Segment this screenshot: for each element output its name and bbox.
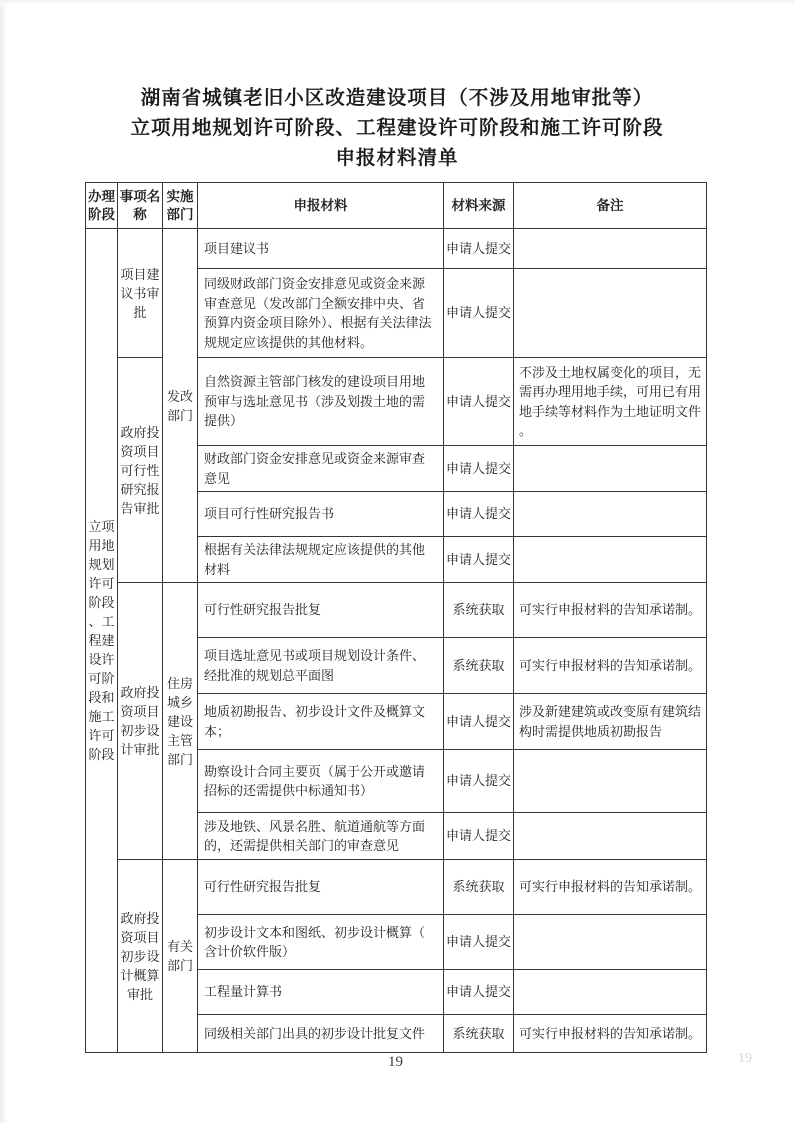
item-cell: 政府投资项目初步设计概算审批: [118, 860, 163, 1053]
materials-table: [85, 182, 707, 1053]
header-row: [86, 183, 707, 229]
material-cell: 可行性研究报告批复: [198, 583, 444, 638]
table-row: [86, 229, 707, 269]
page-number-faint: 19: [738, 1051, 752, 1066]
note-cell: 涉及新建建筑或改变原有建筑结构时需提供地质初勘报告: [514, 694, 707, 750]
material-cell: 同级财政部门资金安排意见或资金来源审查意见（发改部门全额安排中央、省预算内资金项目除外）、根据有关法律法规规定应该提供的其他材料。: [198, 269, 444, 358]
note-cell: [514, 229, 707, 269]
source-cell: 申请人提交: [444, 269, 514, 358]
source-cell: 系统获取: [444, 1015, 514, 1053]
materials-table-container: [85, 182, 706, 1053]
note-cell: [514, 446, 707, 492]
col-header-material: 申报材料: [198, 183, 444, 229]
col-header-item: 事项名称: [118, 183, 163, 229]
material-cell: 财政部门资金安排意见或资金来源审查意见: [198, 446, 444, 492]
title-line-2: 立项用地规划许可阶段、工程建设许可阶段和施工许可阶段: [130, 118, 664, 139]
material-cell: 同级相关部门出具的初步设计批复文件: [198, 1015, 444, 1053]
col-header-stage: 办理阶段: [86, 183, 118, 229]
material-cell: 勘察设计合同主要页（属于公开或邀请招标的还需提供中标通知书）: [198, 750, 444, 813]
title-line-3: 申报材料清单: [335, 148, 459, 169]
col-header-note: 备注: [514, 183, 707, 229]
stage-cell: 立项用地规划许可阶段、工程建设许可阶段和施工许可阶段: [86, 229, 118, 1053]
note-cell: [514, 915, 707, 970]
source-cell: 申请人提交: [444, 750, 514, 813]
source-cell: 申请人提交: [444, 229, 514, 269]
item-cell: 政府投资项目初步设计审批: [118, 583, 163, 860]
col-header-source: 材料来源: [444, 183, 514, 229]
material-cell: 项目可行性研究报告书: [198, 492, 444, 537]
source-cell: 申请人提交: [444, 813, 514, 860]
col-header-dept: 实施部门: [163, 183, 198, 229]
note-cell: 可实行申报材料的告知承诺制。: [514, 638, 707, 694]
source-cell: 申请人提交: [444, 492, 514, 537]
material-cell: 可行性研究报告批复: [198, 860, 444, 915]
source-cell: 系统获取: [444, 583, 514, 638]
note-cell: [514, 269, 707, 358]
note-cell: [514, 492, 707, 537]
title-line-1: 湖南省城镇老旧小区改造建设项目（不涉及用地审批等）: [140, 88, 654, 109]
source-cell: 系统获取: [444, 638, 514, 694]
note-cell: 可实行申报材料的告知承诺制。: [514, 583, 707, 638]
source-cell: 申请人提交: [444, 358, 514, 446]
material-cell: 根据有关法律法规规定应该提供的其他材料: [198, 537, 444, 583]
material-cell: 自然资源主管部门核发的建设项目用地预审与选址意见书（涉及划拨土地的需提供）: [198, 358, 444, 446]
page-number: 19: [388, 1054, 403, 1070]
note-cell: [514, 813, 707, 860]
note-cell: 可实行申报材料的告知承诺制。: [514, 1015, 707, 1053]
source-cell: 申请人提交: [444, 537, 514, 583]
material-cell: 地质初勘报告、初步设计文件及概算文本；: [198, 694, 444, 750]
item-cell: 政府投资项目可行性研究报告审批: [118, 358, 163, 583]
note-cell: 不涉及土地权属变化的项目，无需再办理用地手续，可用已有用地手续等材料作为土地证明文件。: [514, 358, 707, 446]
scan-edge-artifact-top: [0, 0, 794, 5]
source-cell: 申请人提交: [444, 694, 514, 750]
material-cell: 项目建议书: [198, 229, 444, 269]
material-cell: 工程量计算书: [198, 970, 444, 1015]
source-cell: 申请人提交: [444, 446, 514, 492]
source-cell: 申请人提交: [444, 915, 514, 970]
material-cell: 初步设计文本和图纸、初步设计概算（含计价软件版）: [198, 915, 444, 970]
material-cell: 项目选址意见书或项目规划设计条件、经批准的规划总平面图: [198, 638, 444, 694]
dept-cell: 有关部门: [163, 860, 198, 1053]
document-title: [0, 84, 794, 174]
note-cell: 可实行申报材料的告知承诺制。: [514, 860, 707, 915]
dept-cell: 住房城乡建设主管部门: [163, 583, 198, 860]
source-cell: 申请人提交: [444, 970, 514, 1015]
table-row: [86, 860, 707, 915]
material-cell: 涉及地铁、风景名胜、航道通航等方面的，还需提供相关部门的审查意见: [198, 813, 444, 860]
table-row: [86, 583, 707, 638]
dept-cell: 发改部门: [163, 229, 198, 583]
item-cell: 项目建议书审批: [118, 229, 163, 358]
note-cell: [514, 750, 707, 813]
note-cell: [514, 970, 707, 1015]
note-cell: [514, 537, 707, 583]
source-cell: 系统获取: [444, 860, 514, 915]
